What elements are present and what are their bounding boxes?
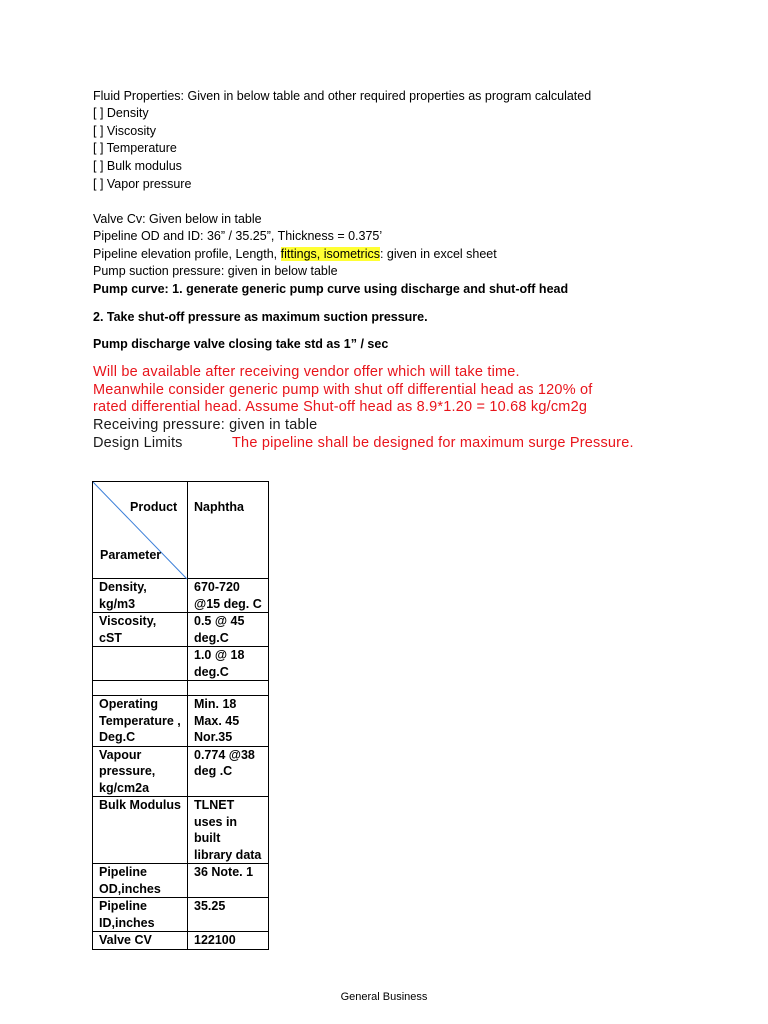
value-cell: 0.774 @38 deg .C: [188, 746, 269, 797]
param-cell: [93, 647, 188, 681]
fluid-properties-heading: Fluid Properties: Given in below table and other required properties as program calculated: [93, 89, 592, 103]
checkbox-item-vapor-pressure: [ ] Vapor pressure: [93, 177, 192, 191]
param-cell: Viscosity, cST: [93, 613, 188, 647]
elevation-suffix: : given in excel sheet: [379, 247, 497, 261]
table-row: [93, 681, 269, 696]
diagonal-divider: [93, 482, 189, 580]
header-parameter-label: Parameter: [100, 548, 162, 562]
design-limits-text: The pipeline shall be designed for maximum surge Pressure.: [232, 435, 634, 451]
header-naphtha-cell: Naphtha: [188, 482, 269, 579]
param-cell: Valve CV: [93, 932, 188, 950]
value-cell: 35.25: [188, 898, 269, 932]
checkbox-item-temperature: [ ] Temperature: [93, 141, 177, 155]
value-cell: 0.5 @ 45 deg.C: [188, 613, 269, 647]
fluid-property-table: [92, 481, 269, 950]
param-cell: Operating Temperature , Deg.C: [93, 696, 188, 747]
vendor-note-line3: rated differential head. Assume Shut-off head as 8.9*1.20 = 10.68 kg/cm2g: [93, 399, 588, 415]
checkbox-item-density: [ ] Density: [93, 106, 149, 120]
value-cell: TLNET uses in built library data: [188, 797, 269, 864]
discharge-valve-line: Pump discharge valve closing take std as 1” / sec: [93, 337, 389, 351]
vendor-note-line2: Meanwhile consider generic pump with shut off differential head as 120% of: [93, 382, 593, 398]
value-cell: 1.0 @ 18 deg.C: [188, 647, 269, 681]
elevation-highlight: fittings, isometrics: [280, 247, 380, 261]
table-row: [93, 696, 269, 747]
value-cell: [188, 681, 269, 696]
table-header-row: [93, 482, 269, 579]
page-footer: General Business: [340, 991, 428, 1003]
param-cell: Density, kg/m3: [93, 579, 188, 613]
valve-cv-line: Valve Cv: Given below in table: [93, 212, 262, 226]
checkbox-item-viscosity: [ ] Viscosity: [93, 124, 156, 138]
table-row: [93, 613, 269, 647]
value-cell: 670-720 @15 deg. C: [188, 579, 269, 613]
table-row: [93, 898, 269, 932]
elevation-prefix: Pipeline elevation profile, Length,: [93, 247, 281, 261]
pipeline-od-id-line: Pipeline OD and ID: 36” / 35.25”, Thickness = 0.375’: [93, 229, 383, 243]
pump-curve-line: Pump curve: 1. generate generic pump curve using discharge and shut-off head: [93, 282, 569, 296]
param-cell: [93, 681, 188, 696]
value-cell: Min. 18 Max. 45 Nor.35: [188, 696, 269, 747]
pipeline-elevation-line: [93, 247, 497, 262]
vendor-note-line1: Will be available after receiving vendor offer which will take time.: [93, 364, 520, 380]
shutoff-pressure-line: 2. Take shut-off pressure as maximum suction pressure.: [93, 310, 428, 324]
table-row: [93, 797, 269, 864]
design-limits-label: Design Limits: [93, 435, 183, 451]
param-cell: Vapour pressure, kg/cm2a: [93, 746, 188, 797]
header-product-label: Product: [130, 500, 178, 514]
table-row: [93, 932, 269, 950]
product-parameter-header-cell: [93, 482, 188, 579]
table-row: [93, 864, 269, 898]
param-cell: Pipeline ID,inches: [93, 898, 188, 932]
table-row: [93, 746, 269, 797]
param-cell: Bulk Modulus: [93, 797, 188, 864]
suction-pressure-line: Pump suction pressure: given in below table: [93, 264, 338, 278]
value-cell: 36 Note. 1: [188, 864, 269, 898]
value-cell: 122100: [188, 932, 269, 950]
table-row: [93, 647, 269, 681]
receiving-pressure-line: Receiving pressure: given in table: [93, 417, 318, 433]
table-row: [93, 579, 269, 613]
checkbox-item-bulk-modulus: [ ] Bulk modulus: [93, 159, 182, 173]
param-cell: Pipeline OD,inches: [93, 864, 188, 898]
